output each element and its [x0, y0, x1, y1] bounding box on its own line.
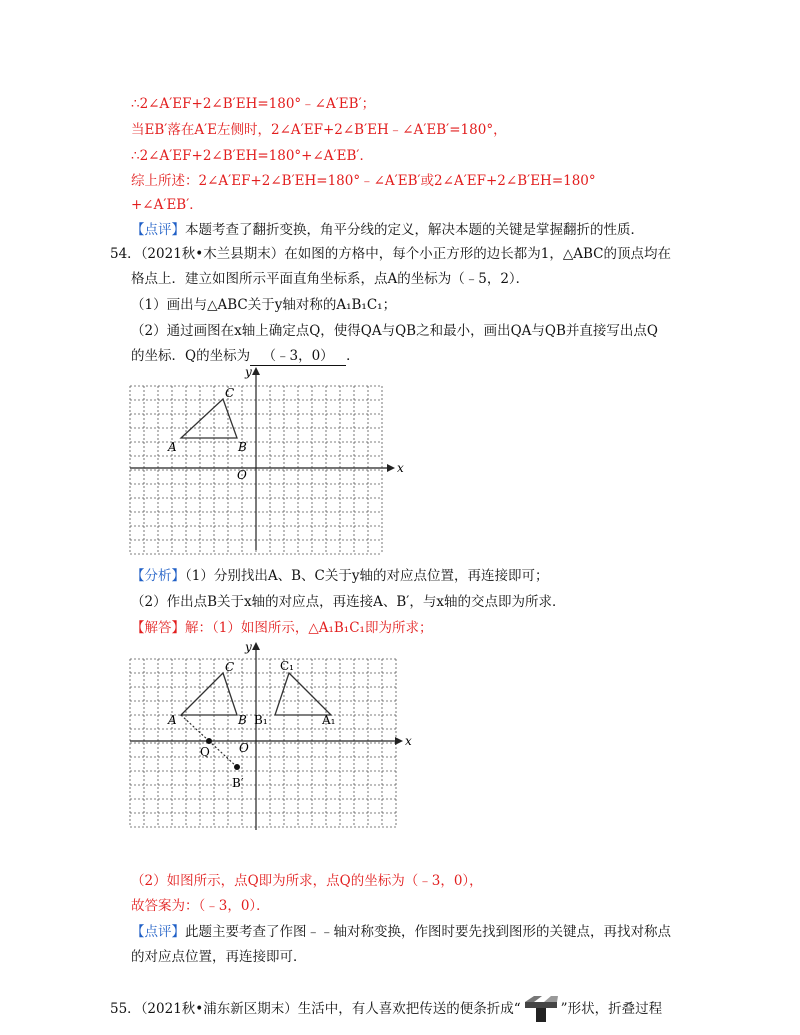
solution-line-3: ∴2∠A′EF+2∠B′EH=180°+∠A′EB′．	[131, 148, 373, 164]
question-number: 54．	[110, 246, 141, 262]
point-b1-label: B₁	[254, 713, 268, 727]
question-54-part-2b	[131, 347, 360, 366]
segment-qa	[181, 715, 209, 741]
analysis-text-1: （1）分别找出A、B、C关于y轴的对应点位置，再连接即可；	[185, 568, 549, 584]
point-c1-label: C₁	[280, 659, 294, 673]
point-a1-label: A₁	[322, 713, 336, 727]
y-axis-label: y	[245, 640, 252, 654]
solution-line-4: 综上所述：2∠A′EF+2∠B′EH=180°﹣∠A′EB′或2∠A′EF+2∠B′EH=180°	[131, 173, 596, 189]
origin-label: O	[239, 741, 249, 755]
triangle-abc	[181, 399, 237, 438]
figure-1-grid	[125, 365, 404, 555]
question-stem: （2021秋•木兰县期末）在如图的方格中，每个小正方形的边长都为1，△ABC的顶点均在	[140, 246, 671, 262]
review-text-1: 此题主要考查了作图﹣﹣轴对称变换，作图时要先找到图形的关键点，再找对称点	[185, 924, 671, 940]
question-54-line-1	[110, 245, 671, 263]
y-axis-label: y	[245, 365, 252, 379]
solution-54-line-1	[131, 619, 432, 637]
triangle-abc	[181, 673, 237, 715]
solution-text-1: 解：（1）如图所示，△A₁B₁C₁即为所求；	[185, 620, 433, 636]
question-stem-post: ”形状，折叠过程	[560, 1001, 663, 1017]
point-c-label: C	[225, 386, 235, 400]
review-text: 本题考查了翻折变换，角平分线的定义，解决本题的关键是掌握翻折的性质．	[185, 222, 644, 238]
question-number: 55．	[110, 1001, 141, 1017]
point-b-prime	[234, 764, 240, 770]
segment-qb-prime	[209, 741, 237, 767]
solution-line-2: 当EB′落在A′E左侧时，2∠A′EF+2∠B′EH﹣∠A′EB′=180°，	[131, 122, 507, 138]
point-q-label: Q	[200, 745, 210, 759]
analysis-line-1	[131, 567, 548, 585]
review-53	[131, 221, 644, 239]
folded-note-icon	[524, 996, 558, 1022]
answer-end: ．	[346, 348, 360, 364]
point-b-prime-label: B′	[232, 776, 244, 790]
review-54-line-2: 的对应点位置，再连接即可．	[131, 949, 307, 965]
review-tag: 【点评】	[131, 924, 185, 940]
origin-label: O	[237, 468, 247, 482]
question-54-part-2a: （2）通过画图在x轴上确定点Q，使得QA与QB之和最小，画出QA与QB并直接写出点Q	[131, 323, 658, 339]
point-b-label: B	[238, 713, 247, 727]
solution-line-5: +∠A′EB′．	[131, 197, 203, 213]
final-answer: 故答案为：（﹣3，0）．	[131, 898, 270, 914]
solution-54-line-2: （2）如图所示，点Q即为所求，点Q的坐标为（﹣3，0），	[131, 873, 483, 889]
answer-blank: （﹣3，0）	[250, 347, 346, 366]
analysis-tag: 【分析】	[131, 568, 185, 584]
point-q	[206, 738, 212, 744]
question-stem-pre: （2021秋•浦东新区期末）生活中，有人喜欢把传送的便条折成“	[140, 1001, 521, 1017]
point-a-label: A	[168, 713, 177, 727]
question-54-line-2: 格点上．建立如图所示平面直角坐标系，点A的坐标为（﹣5，2）．	[131, 271, 530, 287]
review-54-line-1	[131, 923, 671, 941]
point-c-label: C	[225, 660, 235, 674]
triangle-a1b1c1	[275, 673, 331, 715]
review-tag: 【点评】	[131, 222, 185, 238]
solution-tag: 【解答】	[131, 620, 185, 636]
x-axis-label: x	[405, 734, 412, 748]
answer-prompt: 的坐标．Q的坐标为	[131, 348, 251, 364]
figure-2-grid	[125, 640, 410, 835]
x-axis-label: x	[397, 461, 404, 475]
point-a-label: A	[168, 440, 177, 454]
analysis-line-2: （2）作出点B关于x轴的对应点，再连接A、B′，与x轴的交点即为所求．	[131, 594, 566, 610]
point-b-label: B	[238, 440, 247, 454]
question-54-part-1: （1）画出与△ABC关于y轴对称的A₁B₁C₁；	[131, 297, 397, 313]
solution-line-1: ∴2∠A′EF+2∠B′EH=180°﹣∠A′EB′；	[131, 96, 376, 112]
question-55-line-1	[110, 996, 662, 1022]
